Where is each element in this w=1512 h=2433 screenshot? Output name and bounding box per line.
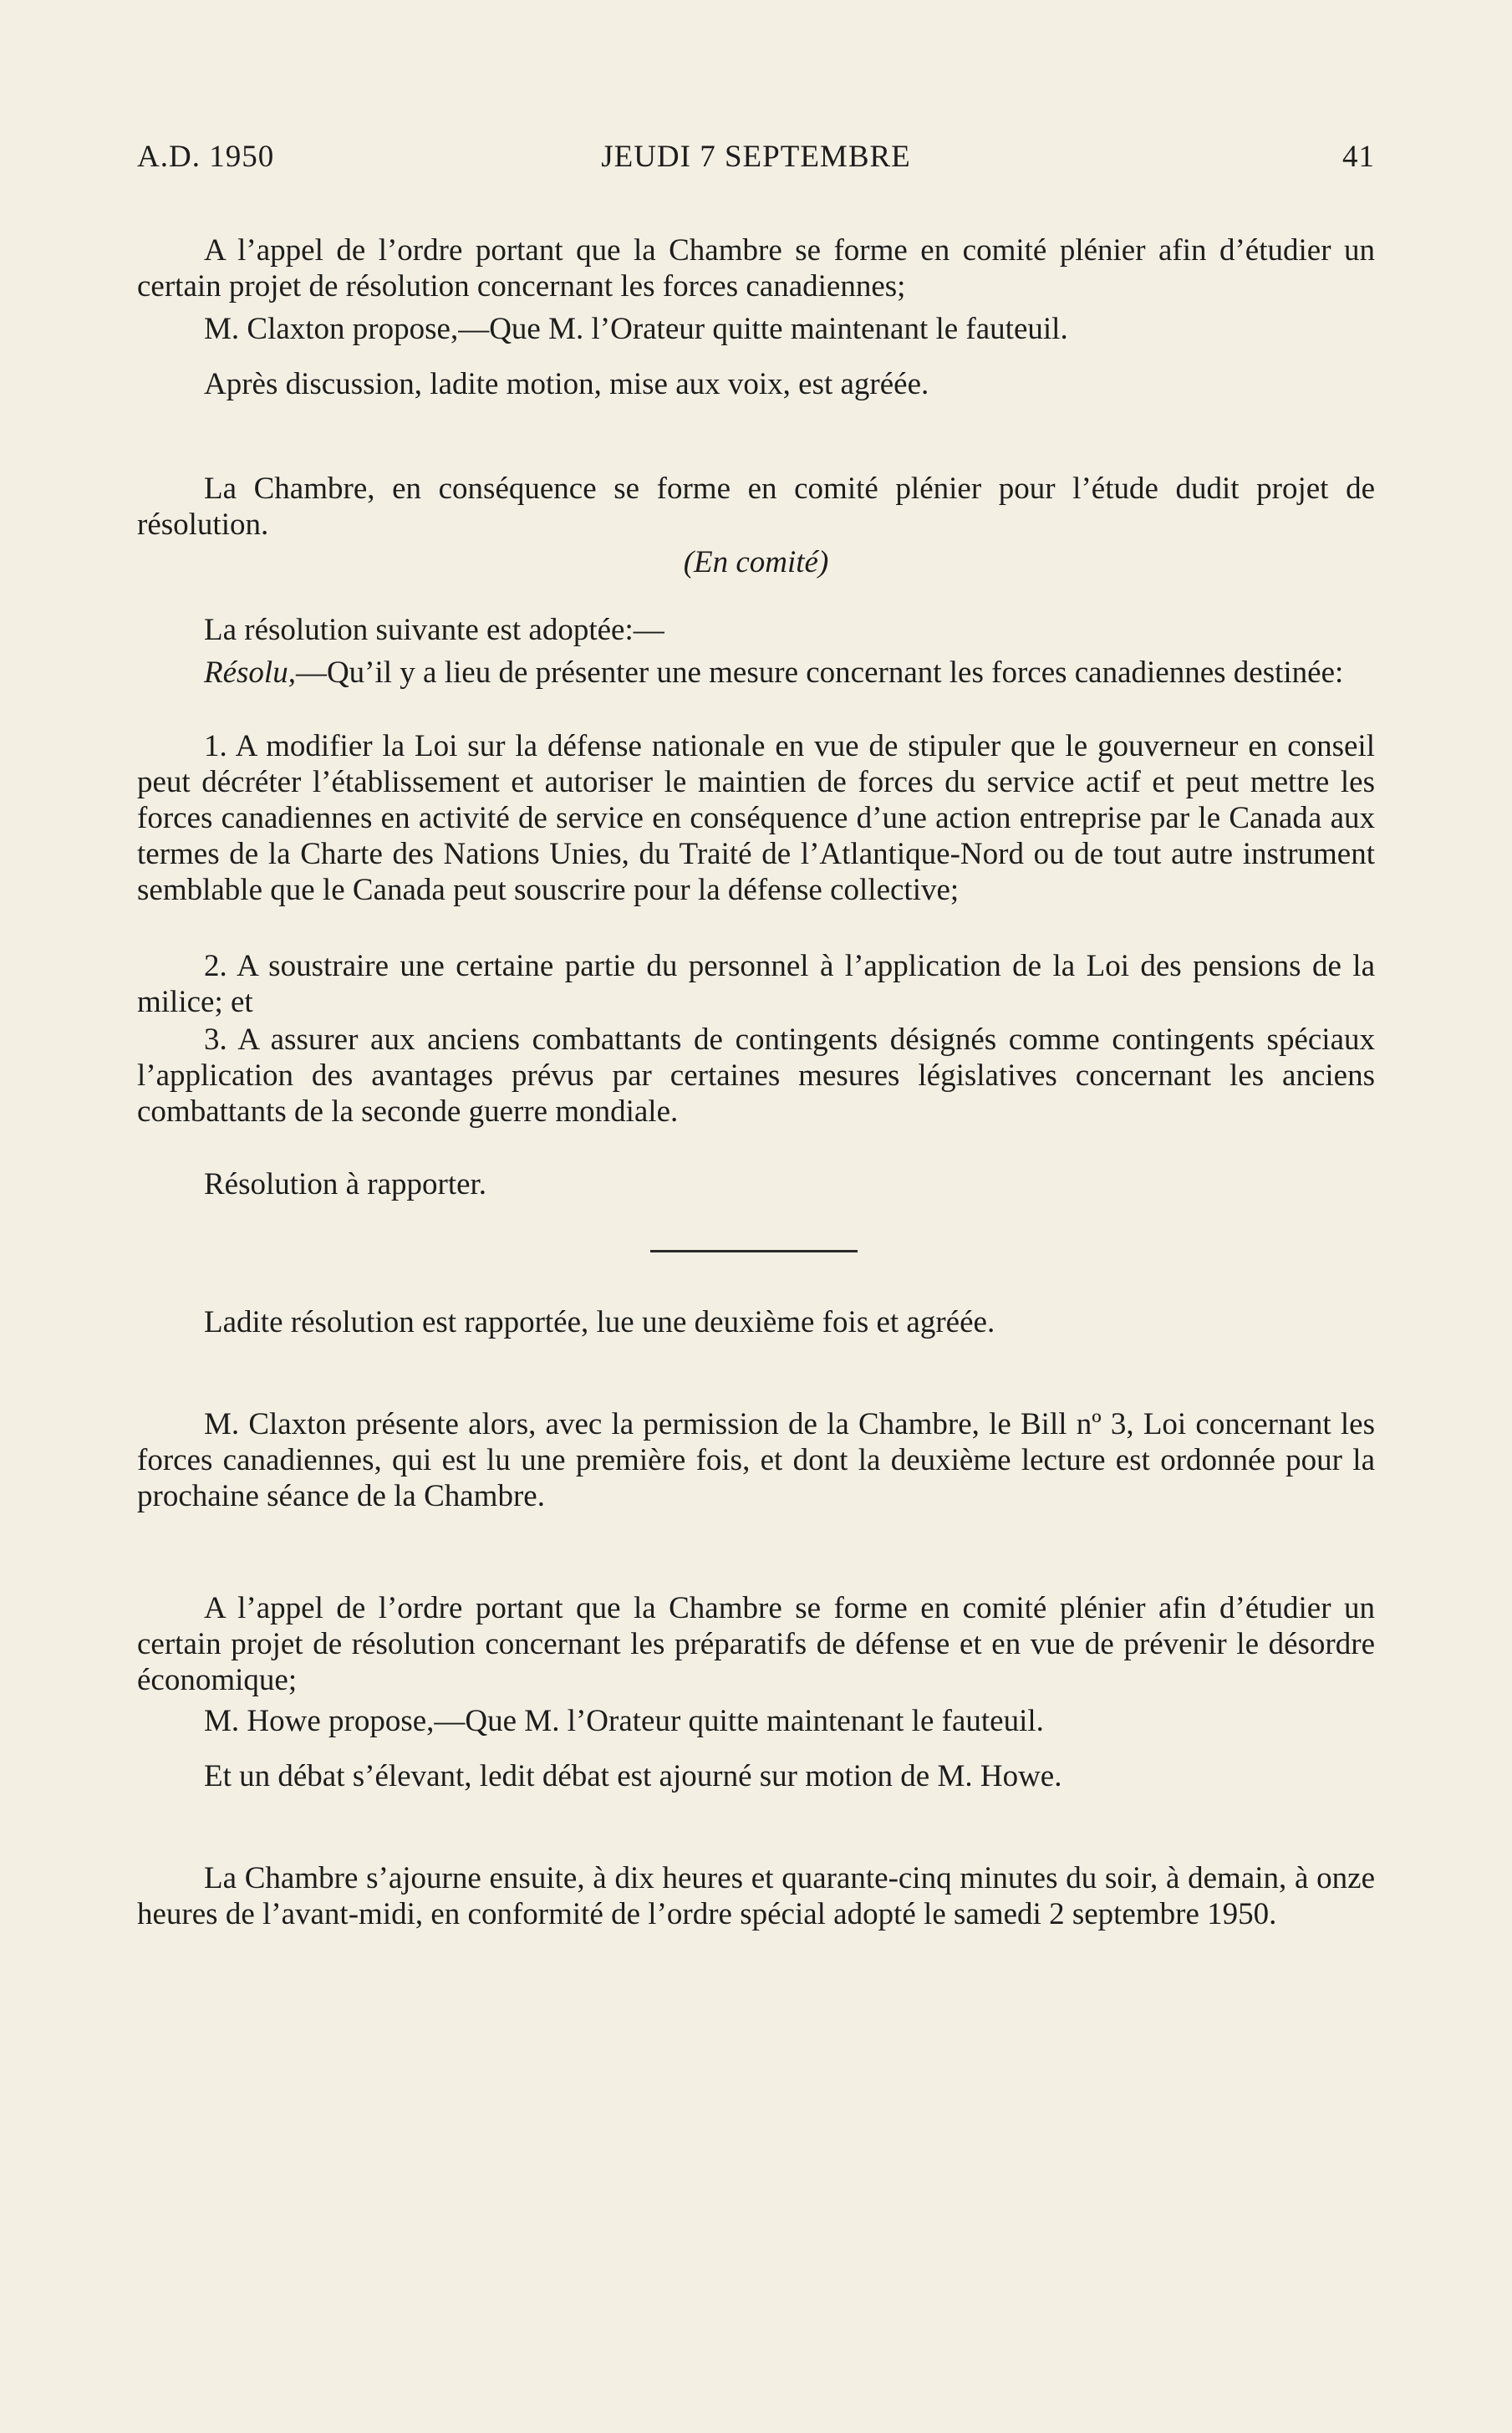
section-divider bbox=[650, 1250, 858, 1252]
paragraph-claxton-propose: M. Claxton propose,—Que M. l’Orateur quitte maintenant le fauteuil. bbox=[204, 312, 1068, 346]
header-date: JEUDI 7 SEPTEMBRE bbox=[601, 140, 911, 174]
en-comite-heading: (En comité) bbox=[683, 545, 829, 579]
paragraph-item-3: 3. A assurer aux anciens combattants de contingents désignés comme contingents spéciaux l’application des avantages prévus par certaines mesures législatives concernant les anciens combattants de la seconde guerre mondiale. bbox=[137, 1023, 1375, 1129]
paragraph-ajournement: La Chambre s’ajourne ensuite, à dix heures et quarante-cinq minutes du soir, à demain, à onze heures de l’avant-midi, en conformité de l’ordre spécial adopté le samedi 2 septembre 1950. bbox=[137, 1861, 1375, 1931]
resolu-label: Résolu, bbox=[204, 655, 296, 690]
paragraph-item-2: 2. A soustraire une certaine partie du personnel à l’application de la Loi des pensions de la milice; et bbox=[137, 949, 1375, 1019]
paragraph-resolution-rapporter: Résolution à rapporter. bbox=[204, 1167, 487, 1201]
paragraph-item-1: 1. A modifier la Loi sur la défense nationale en vue de stipuler que le gouverneur en conseil peut décréter l’établissement et autoriser le maintien de forces du service actif et peut mettre les forces canadiennes en activité de service en conséquence d’une action entreprise par le Canada aux termes de la Charte des Nations Unies, du Traité de l’Atlantique-Nord ou de tout autre instrument semblable que le Canada peut souscrire pour la défense collective; bbox=[137, 729, 1375, 907]
paragraph-debat-ajourne: Et un débat s’élevant, ledit débat est ajourné sur motion de M. Howe. bbox=[204, 1759, 1062, 1793]
paragraph-motion-agreee: Après discussion, ladite motion, mise aux voix, est agréée. bbox=[204, 367, 929, 401]
page-number: 41 bbox=[1342, 140, 1375, 174]
paragraph-chambre-comite: La Chambre, en conséquence se forme en comité plénier pour l’étude dudit projet de résolution. bbox=[137, 472, 1375, 542]
paragraph-bill-3: M. Claxton présente alors, avec la permission de la Chambre, le Bill nº 3, Loi concernant les forces canadiennes, qui est lu une première fois, et dont la deuxième lecture est ordonnée pour la prochaine séance de la Chambre. bbox=[137, 1407, 1375, 1513]
paragraph-resolution-rapportee: Ladite résolution est rapportée, lue une deuxième fois et agréée. bbox=[204, 1305, 995, 1339]
paragraph-howe-propose: M. Howe propose,—Que M. l’Orateur quitte maintenant le fauteuil. bbox=[204, 1704, 1044, 1738]
paragraph-resolution-adoptee: La résolution suivante est adoptée:— bbox=[204, 613, 664, 647]
document-page bbox=[137, 0, 1375, 2433]
header-year: A.D. 1950 bbox=[137, 140, 275, 174]
paragraph-resolu bbox=[137, 655, 1375, 691]
paragraph-appel-ordre-forces: A l’appel de l’ordre portant que la Chambre se forme en comité plénier afin d’étudier un certain projet de résolution concernant les forces canadiennes; bbox=[137, 233, 1375, 303]
resolu-text: —Qu’il y a lieu de présenter une mesure concernant les forces canadiennes destinée: bbox=[295, 655, 1344, 690]
paragraph-appel-ordre-defense: A l’appel de l’ordre portant que la Chambre se forme en comité plénier afin d’étudier un certain projet de résolution concernant les préparatifs de défense et en vue de prévenir le désordre économique; bbox=[137, 1591, 1375, 1697]
